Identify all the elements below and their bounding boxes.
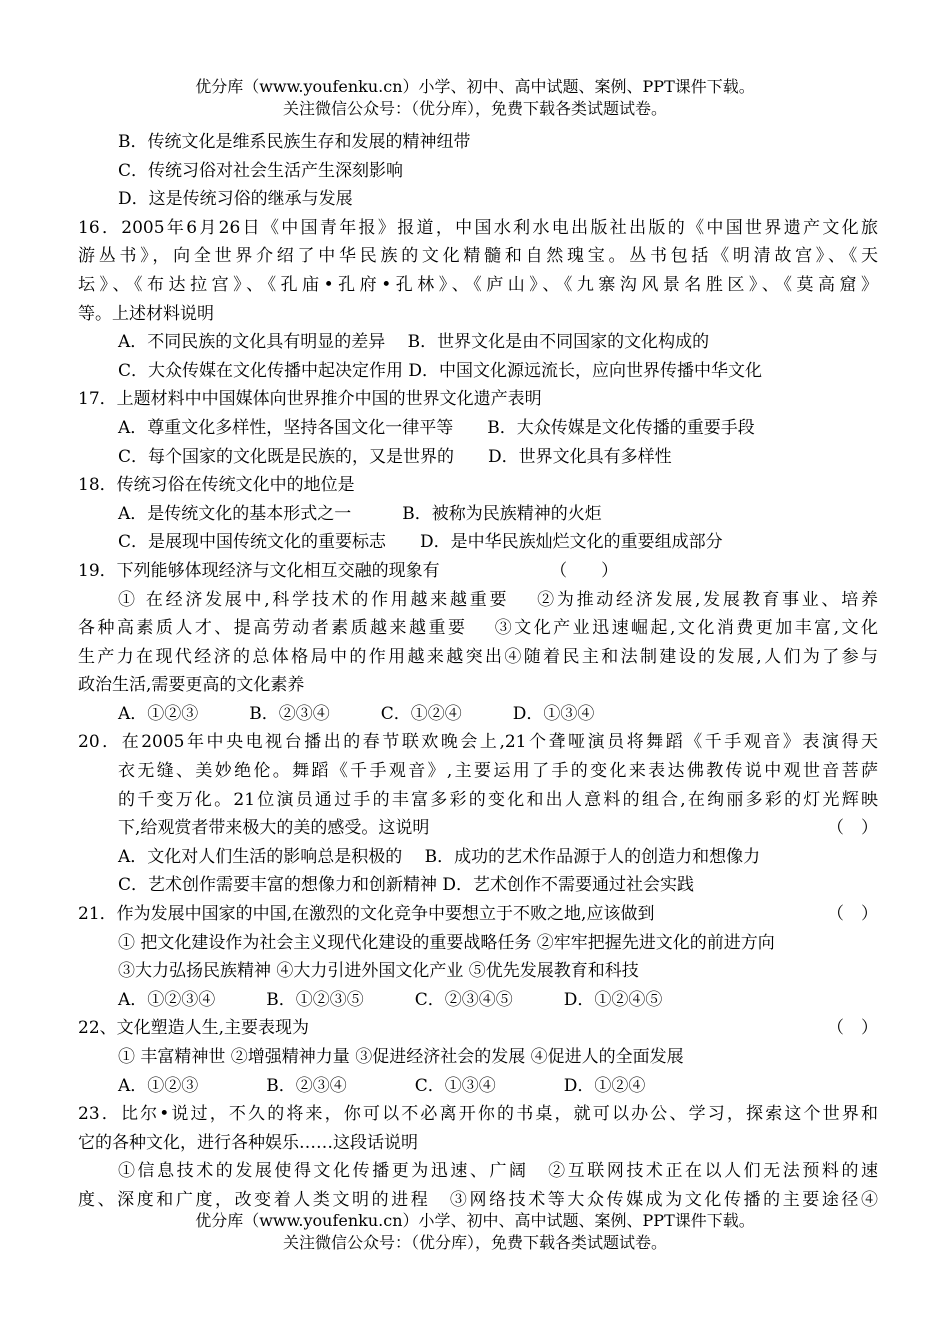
text-line: ③大力弘扬民族精神 ④大力引进外国文化产业 ⑤优先发展教育和科技	[118, 961, 639, 982]
text-line: 的千变万化。21位演员通过手的丰富多彩的变化和出人意料的组合,在绚丽多彩的灯光辉映	[118, 789, 878, 810]
text-line: C．每个国家的文化既是民族的，又是世界的 D．世界文化具有多样性	[118, 446, 672, 467]
text-line: ① 在经济发展中,科学技术的作用越来越重要 ②为推动经济发展,发展教育事业、培养	[118, 589, 878, 610]
text-line: 生产力在现代经济的总体格局中的作用越来越突出④随着民主和法制建设的发展,人们为了参与	[78, 646, 878, 667]
footer-line-2: 关注微信公众号：（优分库），免费下载各类试题试卷。	[282, 1233, 667, 1252]
line-text: 下,给观赏者带来极大的美的感受。这说明	[118, 818, 430, 839]
text-line: A．①②③ B．②③④ C．①②④ D．①③④	[118, 703, 595, 724]
text-line: ①信息技术的发展使得文化传播更为迅速、广阔 ②互联网技术正在以人们无法预料的速	[118, 1161, 878, 1182]
text-line: A．是传统文化的基本形式之一 B．被称为民族精神的火炬	[118, 503, 602, 524]
text-line: 23．比尔•说过，不久的将来，你可以不必离开你的书桌，就可以办公、学习，探索这个世界和	[78, 1104, 878, 1125]
text-line: C．是展现中国传统文化的重要标志 D．是中华民族灿烂文化的重要组成部分	[118, 532, 723, 553]
text-line: 政治生活,需要更高的文化素养	[78, 675, 305, 696]
text-line: ① 丰富精神世 ②增强精神力量 ③促进经济社会的发展 ④促进人的全面发展	[118, 1047, 684, 1067]
text-line: 坛》、《布达拉宫》、《孔庙•孔府•孔林》、《庐山》、《九寨沟风景名胜区》、《莫高窟》	[78, 274, 878, 295]
text-line	[78, 900, 878, 929]
document-body	[78, 128, 878, 1215]
text-line: A．①②③ B．②③④ C．①③④ D．①②④	[118, 1075, 646, 1096]
page-footer	[0, 1210, 950, 1254]
text-line: C．传统习俗对社会生活产生深刻影响	[118, 160, 404, 181]
text-line: 度、深度和广度，改变着人类文明的进程 ③网络技术等大众传媒成为文化传播的主要途径④	[78, 1189, 878, 1210]
answer-bracket: （ ）	[827, 904, 878, 925]
line-text: 22、文化塑造人生,主要表现为	[78, 1018, 310, 1039]
footer-line-1: 优分库（www.youfenku.cn）小学、初中、高中试题、案例、PPT课件下载。	[195, 1211, 755, 1230]
text-line: A．①②③④ B．①②③⑤ C．②③④⑤ D．①②④⑤	[118, 989, 663, 1010]
text-line: B．传统文化是维系民族生存和发展的精神纽带	[118, 132, 471, 152]
answer-bracket: （ ）	[827, 818, 878, 839]
text-line: D．这是传统习俗的继承与发展	[118, 189, 353, 210]
text-line: A．不同民族的文化具有明显的差异 B．世界文化是由不同国家的文化构成的	[118, 332, 710, 353]
text-line: 游丛书》，向全世界介绍了中华民族的文化精髓和自然瑰宝。丛书包括《明清故宫》、《天	[78, 246, 878, 267]
header-line-2: 关注微信公众号：（优分库），免费下载各类试题试卷。	[282, 99, 667, 118]
text-line: C．艺术创作需要丰富的想像力和创新精神 D．艺术创作不需要通过社会实践	[118, 875, 695, 896]
text-line: ① 把文化建设作为社会主义现代化建设的重要战略任务 ②牢牢把握先进文化的前进方向	[118, 932, 775, 953]
text-line: 衣无缝、美妙绝伦。舞蹈《千手观音》,主要运用了手的变化来表达佛教传说中观世音菩萨	[118, 761, 878, 782]
text-line: C．大众传媒在文化传播中起决定作用 D．中国文化源远流长，应向世界传播中华文化	[118, 360, 763, 381]
text-line: 16．2005年6月26日《中国青年报》报道，中国水利水电出版社出版的《中国世界遗产文化旅	[78, 217, 878, 238]
text-line: 它的各种文化，进行各种娱乐……这段话说明	[78, 1132, 418, 1153]
text-line: 各种高素质人才、提高劳动者素质越来越重要 ③文化产业迅速崛起,文化消费更加丰富,文化	[78, 618, 878, 639]
line-text: 21．作为发展中国家的中国,在激烈的文化竞争中要想立于不败之地,应该做到	[78, 904, 655, 925]
text-line	[78, 814, 878, 843]
text-line: 18．传统习俗在传统文化中的地位是	[78, 475, 355, 496]
text-line: 17．上题材料中中国媒体向世界推介中国的世界文化遗产表明	[78, 389, 542, 410]
text-line	[78, 1014, 878, 1043]
text-line: A．文化对人们生活的影响总是积极的 B．成功的艺术作品源于人的创造力和想像力	[118, 846, 761, 867]
text-line: 20．在2005年中央电视台播出的春节联欢晚会上,21个聋哑演员将舞蹈《千手观音》表演得天	[78, 732, 878, 753]
header-line-1: 优分库（www.youfenku.cn）小学、初中、高中试题、案例、PPT课件下载。	[195, 77, 755, 96]
text-line: 等。上述材料说明	[78, 303, 214, 324]
page-header	[0, 76, 950, 120]
answer-bracket: （ ）	[827, 1018, 878, 1039]
text-line: A．尊重文化多样性，坚持各国文化一律平等 B．大众传媒是文化传播的重要手段	[118, 417, 755, 438]
text-line: 19．下列能够体现经济与文化相互交融的现象有 （ ）	[78, 560, 619, 581]
